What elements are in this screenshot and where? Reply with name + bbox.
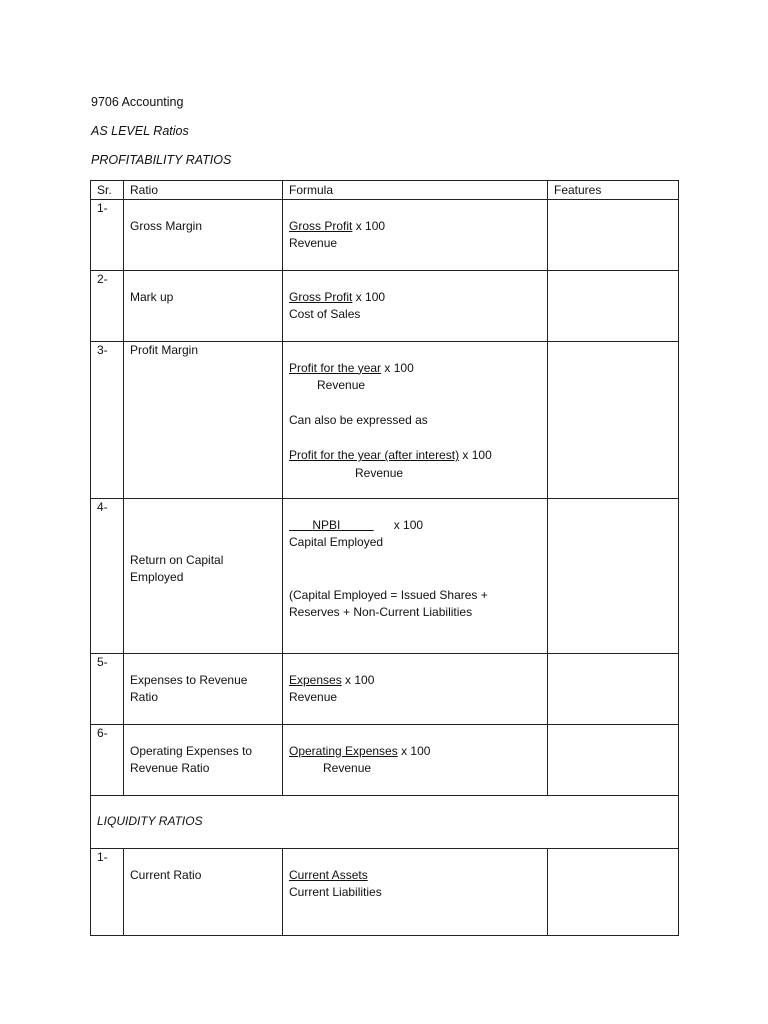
column-header-sr: Sr.: [91, 181, 124, 200]
formula-note: (Capital Employed = Issued Shares + Reserves + Non-Current Liabilities: [289, 587, 488, 619]
formula-denominator: Revenue: [317, 378, 366, 392]
formula-multiplier: x 100: [341, 672, 375, 687]
formula-alt-numerator: Profit for the year (after interest): [289, 448, 460, 462]
formula-cell: [283, 654, 548, 725]
row-number: 1-: [91, 849, 124, 936]
ratio-name: Gross Margin: [130, 218, 203, 233]
ratios-table: [90, 180, 679, 936]
formula-denominator: Current Liabilities: [289, 885, 382, 899]
row-number: 4-: [91, 499, 124, 654]
ratio-name-cell: [124, 654, 283, 725]
formula-denominator: Capital Employed: [289, 535, 384, 549]
column-header-features: Features: [548, 181, 679, 200]
formula-numerator: NPBI: [312, 517, 341, 532]
formula-multiplier: x 100: [393, 517, 424, 532]
ratio-name: Return on Capital Employed: [130, 552, 224, 584]
table-row: [91, 849, 679, 936]
ratio-name: Mark up: [130, 289, 174, 304]
features-cell: [548, 271, 679, 342]
formula-numerator: Operating Expenses: [289, 743, 398, 758]
ratio-name-cell: [124, 200, 283, 271]
document-course-title: 9706 Accounting: [91, 95, 184, 109]
ratio-name-cell: [124, 725, 283, 796]
formula-cell: [283, 200, 548, 271]
table-row: [91, 725, 679, 796]
ratio-name: Expenses to Revenue Ratio: [130, 672, 248, 704]
features-cell: [548, 499, 679, 654]
formula-numerator: Gross Profit: [289, 218, 353, 233]
table-row: [91, 200, 679, 271]
formula-denominator: Revenue: [289, 690, 338, 704]
formula-multiplier: x 100: [352, 289, 386, 304]
formula-cell: [283, 271, 548, 342]
formula-denominator: Revenue: [289, 236, 338, 250]
document-subtitle: AS LEVEL Ratios: [91, 124, 189, 138]
row-number: 1-: [91, 200, 124, 271]
ratio-name: Profit Margin: [130, 343, 199, 357]
table-header-row: [91, 181, 679, 200]
formula-multiplier: x 100: [397, 743, 431, 758]
features-cell: [548, 342, 679, 499]
section-heading-profitability: PROFITABILITY RATIOS: [91, 153, 232, 167]
ratio-name-cell: [124, 342, 283, 499]
ratio-name: Operating Expenses to Revenue Ratio: [130, 743, 253, 775]
formula-numerator: Gross Profit: [289, 289, 353, 304]
table-row: [91, 499, 679, 654]
formula-cell: [283, 725, 548, 796]
features-cell: [548, 849, 679, 936]
table-row: [91, 654, 679, 725]
table-row: [91, 342, 679, 499]
formula-denominator: Revenue: [323, 761, 372, 775]
table-row: [91, 271, 679, 342]
formula-cell: [283, 849, 548, 936]
formula-cell: [283, 499, 548, 654]
formula-numerator: Expenses: [289, 672, 342, 687]
row-number: 3-: [91, 342, 124, 499]
formula-multiplier: x 100: [381, 360, 414, 375]
ratio-name-cell: [124, 849, 283, 936]
formula-alt-multiplier: x 100: [459, 448, 492, 462]
ratio-name-cell: [124, 271, 283, 342]
row-number: 5-: [91, 654, 124, 725]
row-number: 6-: [91, 725, 124, 796]
formula-alt-denominator: Revenue: [355, 465, 404, 480]
formula-cell: [283, 342, 548, 499]
column-header-formula: Formula: [283, 181, 548, 200]
ratio-name-cell: [124, 499, 283, 654]
features-cell: [548, 654, 679, 725]
ratio-name: Current Ratio: [130, 867, 202, 882]
formula-denominator: Cost of Sales: [289, 307, 361, 321]
row-number: 2-: [91, 271, 124, 342]
section-row-liquidity: [91, 796, 679, 849]
formula-multiplier: x 100: [352, 218, 386, 233]
formula-numerator: Current Assets: [289, 867, 368, 882]
formula-alt-intro: Can also be expressed as: [289, 413, 428, 427]
formula-numerator: Profit for the year: [289, 360, 382, 375]
features-cell: [548, 725, 679, 796]
features-cell: [548, 200, 679, 271]
section-heading-liquidity: LIQUIDITY RATIOS: [91, 796, 679, 849]
column-header-ratio: Ratio: [124, 181, 283, 200]
